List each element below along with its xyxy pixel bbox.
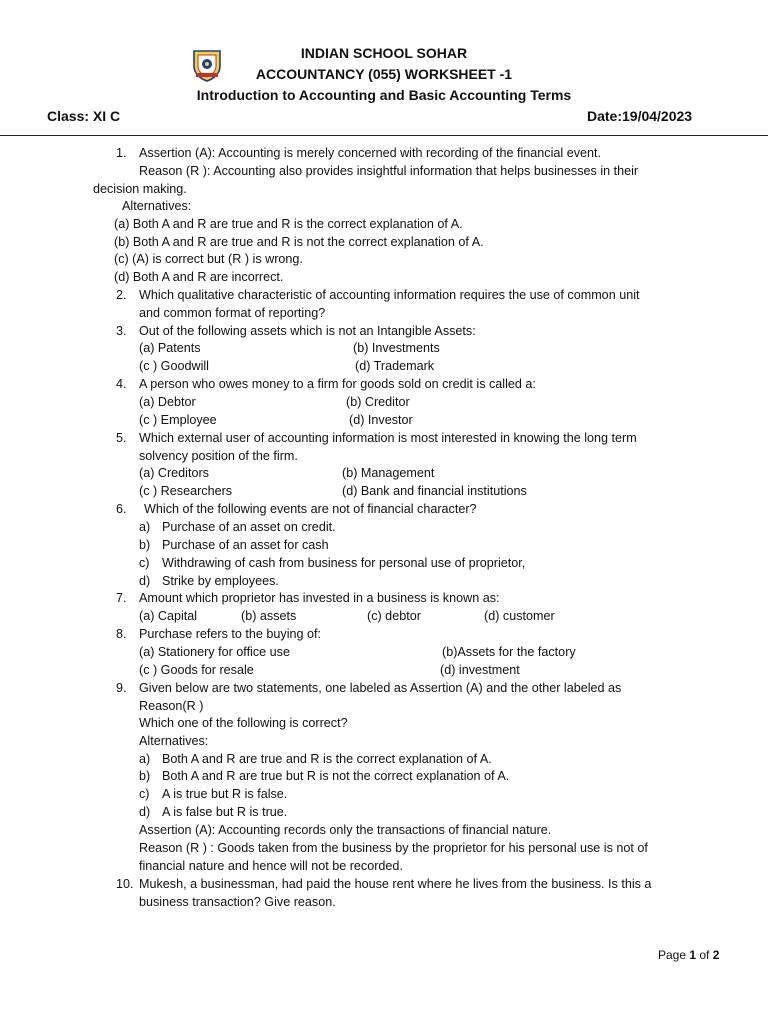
question-9-option-b: Both A and R are true but R is not the correct explanation of A. [162, 769, 510, 783]
question-8-number: 8. [116, 627, 127, 641]
question-5-text-cont: solvency position of the firm. [139, 449, 298, 463]
question-1-reason-cont: decision making. [93, 182, 187, 196]
question-5-option-d: (d) Bank and financial institutions [342, 484, 527, 498]
question-7-option-c: (c) debtor [367, 609, 421, 623]
question-6-option-c: Withdrawing of cash from business for personal use of proprietor, [162, 556, 526, 570]
worksheet-title: ACCOUNTANCY (055) WORKSHEET -1 [255, 66, 513, 82]
question-9-number: 9. [116, 681, 127, 695]
question-1-alternatives-label: Alternatives: [122, 199, 192, 213]
question-9-option-a: Both A and R are true and R is the correct explanation of A. [162, 752, 492, 766]
page-current: 1 [689, 948, 697, 962]
question-9-assertion: Assertion (A): Accounting records only the transactions of financial nature. [139, 823, 552, 837]
question-4-option-b: (b) Creditor [346, 395, 410, 409]
question-6-text: Which of the following events are not of financial character? [144, 502, 477, 516]
question-1-reason: Reason (R ): Accounting also provides insightful information that helps businesses in their [139, 164, 639, 178]
question-1-option-c: (c) (A) is correct but (R ) is wrong. [114, 252, 303, 266]
question-3-text: Out of the following assets which is not an Intangible Assets: [139, 324, 476, 338]
question-6-option-d: Strike by employees. [162, 574, 279, 588]
question-9-option-d-marker: d) [139, 805, 151, 819]
question-9-reason-cont: financial nature and hence will not be recorded. [139, 859, 403, 873]
question-4-option-c: (c ) Employee [139, 413, 217, 427]
school-name: INDIAN SCHOOL SOHAR [300, 45, 468, 61]
question-9-alternatives-label: Alternatives: [139, 734, 209, 748]
question-4-number: 4. [116, 377, 127, 391]
question-9-text: Given below are two statements, one labeled as Assertion (A) and the other labeled as [139, 681, 622, 695]
question-6-option-c-marker: c) [139, 556, 150, 570]
question-2-number: 2. [116, 288, 127, 302]
worksheet-topic: Introduction to Accounting and Basic Accounting Terms [196, 87, 572, 103]
question-6-option-b: Purchase of an asset for cash [162, 538, 329, 552]
header-divider [0, 135, 768, 136]
question-1-option-a: (a) Both A and R are true and R is the correct explanation of A. [114, 217, 463, 231]
question-8-option-c: (c ) Goods for resale [139, 663, 254, 677]
question-3-option-c: (c ) Goodwill [139, 359, 209, 373]
question-9-option-a-marker: a) [139, 752, 151, 766]
question-1-option-b: (b) Both A and R are true and R is not the correct explanation of A. [114, 235, 484, 249]
question-7-option-a: (a) Capital [139, 609, 198, 623]
question-6-option-a: Purchase of an asset on credit. [162, 520, 336, 534]
class-label: Class: XI C [47, 108, 121, 124]
question-10-text-cont: business transaction? Give reason. [139, 895, 336, 909]
question-7-option-d: (d) customer [484, 609, 555, 623]
question-3-number: 3. [116, 324, 127, 338]
question-9-option-c-marker: c) [139, 787, 150, 801]
question-9-prompt: Which one of the following is correct? [139, 716, 348, 730]
question-8-text: Purchase refers to the buying of: [139, 627, 322, 641]
question-4-option-a: (a) Debtor [139, 395, 196, 409]
question-10-text: Mukesh, a businessman, had paid the house rent where he lives from the business. Is this a [139, 877, 652, 891]
date-label: Date:19/04/2023 [587, 108, 693, 124]
question-8-option-b: (b)Assets for the factory [442, 645, 576, 659]
question-1-number: 1. [116, 146, 127, 160]
question-9-option-c: A is true but R is false. [162, 787, 288, 801]
question-8-option-a: (a) Stationery for office use [139, 645, 290, 659]
question-5-text: Which external user of accounting information is most interested in knowing the long term [139, 431, 637, 445]
question-3-option-b: (b) Investments [353, 341, 440, 355]
question-2-text-cont: and common format of reporting? [139, 306, 326, 320]
question-6-number: 6. [116, 502, 127, 516]
question-9-option-d: A is false but R is true. [162, 805, 288, 819]
question-7-option-b: (b) assets [241, 609, 297, 623]
question-10-number: 10. [116, 877, 134, 891]
question-2-text: Which qualitative characteristic of accounting information requires the use of common unit [139, 288, 640, 302]
question-9-text-cont: Reason(R ) [139, 699, 204, 713]
question-8-option-d: (d) investment [440, 663, 520, 677]
question-4-option-d: (d) Investor [349, 413, 413, 427]
question-6-option-d-marker: d) [139, 574, 151, 588]
question-9-reason: Reason (R ) : Goods taken from the business by the proprietor for his personal use is not of [139, 841, 648, 855]
page-of: of [696, 948, 713, 962]
question-6-option-b-marker: b) [139, 538, 151, 552]
question-7-number: 7. [116, 591, 127, 605]
question-6-option-a-marker: a) [139, 520, 151, 534]
question-1-assertion: Assertion (A): Accounting is merely concerned with recording of the financial event. [139, 146, 602, 160]
page-total: 2 [712, 948, 720, 962]
question-5-option-c: (c ) Researchers [139, 484, 233, 498]
question-4-text: A person who owes money to a firm for goods sold on credit is called a: [139, 377, 536, 391]
question-7-text: Amount which proprietor has invested in a business is known as: [139, 591, 500, 605]
question-1-option-d: (d) Both A and R are incorrect. [114, 270, 284, 284]
question-5-number: 5. [116, 431, 127, 445]
question-5-option-b: (b) Management [342, 466, 435, 480]
question-3-option-a: (a) Patents [139, 341, 201, 355]
question-5-option-a: (a) Creditors [139, 466, 209, 480]
page-number [658, 948, 719, 963]
question-3-option-d: (d) Trademark [355, 359, 435, 373]
page-prefix: Page [658, 948, 690, 962]
question-9-option-b-marker: b) [139, 769, 151, 783]
